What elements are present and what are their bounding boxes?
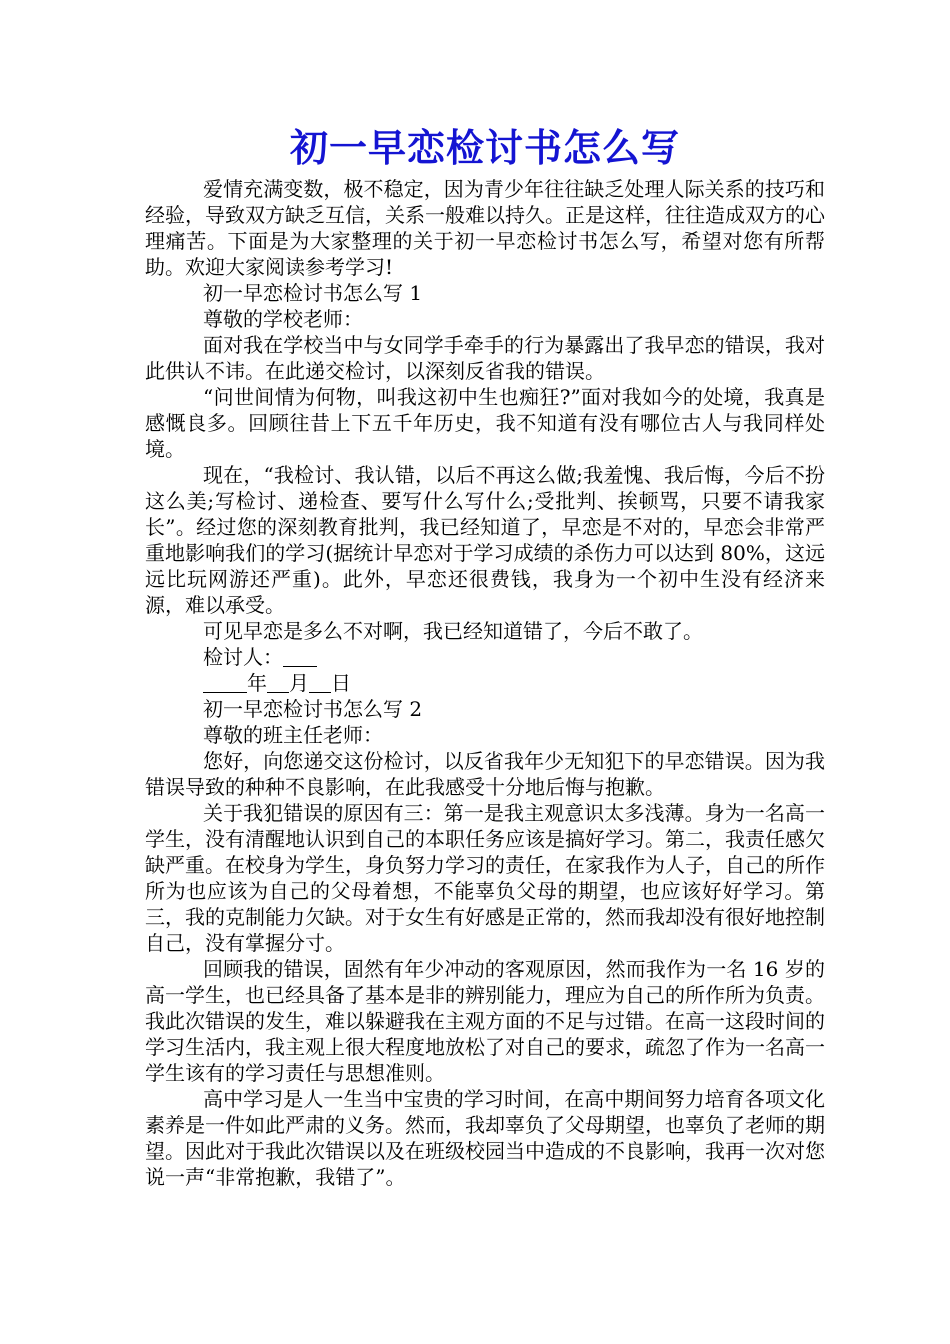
section-heading-2: 初一早恋检讨书怎么写 2 [203,697,423,721]
date-day-label: 日 [331,671,351,695]
document-title: 初一早恋检讨书怎么写 [289,126,680,170]
body-paragraph: “问世间情为何物，叫我这初中生也痴狂?”面对我如今的处境，我真是感慨良多。回顾往昔上下五千年历史，我不知道有没有哪位古人与我同样处境。 [145,385,825,461]
document-page [145,120,825,1190]
intro-paragraph: 爱情充满变数，极不稳定，因为青少年往往缺乏处理人际关系的技巧和经验，导致双方缺乏互信，关系一般难以持久。正是这样，往往造成双方的心理痛苦。下面是为大家整理的关于初一早恋检讨书怎么写，希望对您有所帮助。欢迎大家阅读参考学习! [145,177,825,279]
signature-line [145,644,825,670]
day-blank [309,672,331,693]
month-blank [267,672,289,693]
body-paragraph: 关于我犯错误的原因有三：第一是我主观意识太多浅薄。身为一名高一学生，没有清醒地认识到自己的本职任务应该是搞好学习。第二，我责任感欠缺严重。在校身为学生，身负努力学习的责任，在家我作为人子，自己的所作所为也应该为自己的父母着想，不能辜负父母的期望，也应该好好学习。第三，我的克制能力欠缺。对于女生有好感是正常的，然而我却没有很好地控制自己，没有掌握分寸。 [145,801,825,955]
section-heading-1: 初一早恋检讨书怎么写 1 [203,281,423,305]
body-paragraph: 您好，向您递交这份检讨，以反省我年少无知犯下的早恋错误。因为我错误导致的种种不良影响，在此我感受十分地后悔与抱歉。 [145,749,825,799]
salutation-2: 尊敬的班主任老师： [203,723,383,747]
body-paragraph: 面对我在学校当中与女同学手牵手的行为暴露出了我早恋的错误，我对此供认不讳。在此递交检讨，以深刻反省我的错误。 [145,333,825,383]
salutation-1: 尊敬的学校老师： [203,307,363,331]
signature-blank [283,646,317,667]
date-line [145,670,825,696]
year-blank [203,672,247,693]
body-paragraph: 高中学习是人一生当中宝贵的学习时间，在高中期间努力培育各项文化素养是一件如此严肃的义务。然而，我却辜负了父母期望，也辜负了老师的期望。因此对于我此次错误以及在班级校园当中造成的不良影响，我再一次对您说一声“非常抱歉，我错了”。 [145,1087,825,1189]
body-paragraph: 现在，“我检讨、我认错，以后不再这么做;我羞愧、我后悔，今后不扮这么美;写检讨、递检查、要写什么写什么;受批判、挨顿骂，只要不请我家长”。经过您的深刻教育批判，我已经知道了，早恋是不对的，早恋会非常严重地影响我们的学习(据统计早恋对于学习成绩的杀伤力可以达到 80%，这远远比玩网游还严重)。此外，早恋还很费钱，我身为一个初中生没有经济来源，难以承受。 [145,463,825,617]
body-paragraph: 可见早恋是多么不对啊，我已经知道错了，今后不敢了。 [203,619,703,643]
signature-label: 检讨人： [203,645,283,669]
date-year-label: 年 [247,671,267,695]
body-paragraph: 回顾我的错误，固然有年少冲动的客观原因，然而我作为一名 16 岁的高一学生，也已经具备了基本是非的辨别能力，理应为自己的所作所为负责。我此次错误的发生，难以躲避我在主观方面的不足与过错。在高一这段时间的学习生活内，我主观上很大程度地放松了对自己的要求，疏忽了作为一名高一学生该有的学习责任与思想准则。 [145,957,825,1085]
date-month-label: 月 [289,671,309,695]
